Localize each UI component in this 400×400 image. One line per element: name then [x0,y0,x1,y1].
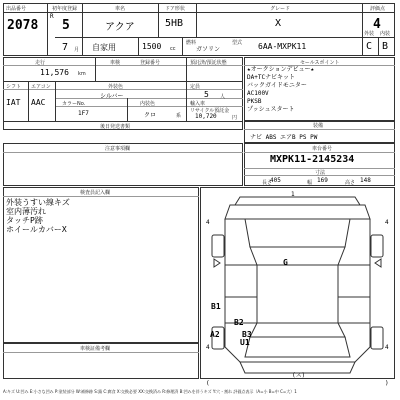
inspection-line: 室内薄汚れ [6,207,46,216]
grade-label: グレード [270,6,291,12]
damage-marker-u1: U1 [240,338,250,347]
seller-title: 車検証備考欄 [80,346,111,352]
overall-score: 4 [373,17,381,32]
model-name-label: 車名 [115,6,126,12]
capacity: 5 [204,90,209,99]
diagram-paren-right: ) [385,380,389,387]
capacity-unit: 人 [220,94,226,100]
length-value: 405 [270,177,281,184]
ext-score: C [366,41,373,52]
length-label: 長さ [262,180,273,186]
month-unit: 月 [74,47,80,53]
shift: IAT [6,98,21,107]
inspection-title: 検査員記入欄 [80,190,111,196]
damage-marker-b3: B3 [242,330,252,339]
color-no-label: カラーNo. [62,101,86,107]
sales-point-item: PKSB [247,98,262,105]
diagram-bottom-marker: (ス) [292,372,306,379]
footer-legend: A:キズ U:凹み E:小さな凹み P:塗装部分 W:補修跡 S:錆 C:腐食 X:交換必要 XX:交換済み R:修理済 B:凹みを伴うキズ Y:穴・割れ 評価点表示（A=小 B=中 C=大）1 [3,389,297,394]
model-code-label: 型式 [232,40,243,46]
month: 7 [62,42,69,53]
grade: X [275,18,282,29]
sales-points-list [247,66,393,114]
diagram-side-label: 4 [385,344,389,351]
equipment-label: 装備 [313,123,324,129]
diagram-side-label: 4 [385,219,389,226]
sales-point-item: プッシュスタート [247,106,295,113]
rear-info-label: 後日発送書類 [100,124,131,130]
mileage: 11,576 [40,68,69,77]
aircon-label: エアコン [31,84,51,90]
door: 5HB [165,18,184,29]
mileage-label: 走行 [35,60,46,66]
sales-point-item: DA+TCナビキット [247,74,295,81]
diagram-corner-num: 1 [291,191,295,198]
height-label: 高さ [345,180,356,186]
usage: 自家用 [92,43,116,52]
lot-no: 2078 [7,18,39,33]
int-color-suffix: 系 [176,113,182,119]
damage-marker-g: G [283,258,288,267]
reg-no-label: 登録番号 [140,60,161,66]
width-label: 幅 [307,180,313,186]
notes-title: 注意事項欄 [105,146,131,152]
sales-points-title: セールスポイント [300,60,340,66]
lot-no-label: 出品番号 [6,6,27,12]
recycle-fee: 10,720 [195,113,217,120]
chassis-number: MXPK11-2145234 [270,154,355,165]
sales-point-item: バックガイドモニター [247,82,307,89]
fuel: ガソリン [196,46,221,53]
color-no: 1F7 [78,110,89,117]
year: 5 [62,18,70,33]
inspection-line: 外装うすい線キズ [6,198,70,207]
height-value: 148 [360,177,371,184]
first-reg-label: 初年度登録 [52,6,78,12]
int-color-label: 内装色 [140,101,156,107]
shift-label: シフト [6,84,22,90]
displacement: 1500 [142,42,162,51]
car-diagram [200,187,395,379]
int-color: クロ [144,112,157,119]
inspection-line: タッチP跡 [6,216,43,225]
ext-color-label: 外装色 [108,84,124,90]
equipment-text: ナビ ABS エアB PS PW [250,134,318,141]
damage-marker-a2: A2 [210,330,220,339]
score-label: 評価点 [370,6,386,12]
width-value: 169 [317,177,328,184]
cc-unit: cc [170,46,176,52]
aircon: AAC [31,98,46,107]
inspection-label: 車検 [110,60,121,66]
door-label: ドア形状 [165,6,185,12]
ext-color: シルバー [100,93,124,100]
int-score: B [382,41,389,52]
recycle-unit: 円 [232,115,238,121]
diagram-side-label: 4 [206,219,210,226]
sales-point-item: AC100V [247,90,269,97]
era-mark: R [50,13,54,20]
damage-marker-b1: B1 [211,302,221,311]
recycle-fee-label: リサイクル預託金 [190,108,230,114]
recycle-status-label: 預託済/預託状態 [190,60,227,66]
diagram-paren-left: ( [206,380,210,387]
damage-marker-b2: B2 [234,318,244,327]
import-label: 輸入車 [190,101,206,107]
fuel-label: 燃料 [186,40,197,46]
model-name: アクア [105,22,135,33]
chassis-label: 車台番号 [312,146,333,152]
diagram-side-label: 4 [206,344,210,351]
capacity-label: 定員 [190,84,201,90]
sales-point-item: ★オークションデビュー★ [247,66,315,73]
mileage-unit: km [78,71,86,77]
int-score-label: 内装 [380,31,391,37]
inspection-line: ホイールカバーX [6,225,67,234]
model-code: 6AA-MXPK11 [258,42,307,51]
dimensions-label: 寸法 [315,170,326,176]
ext-score-label: 外装 [364,31,375,37]
inspection-notes [6,198,70,234]
